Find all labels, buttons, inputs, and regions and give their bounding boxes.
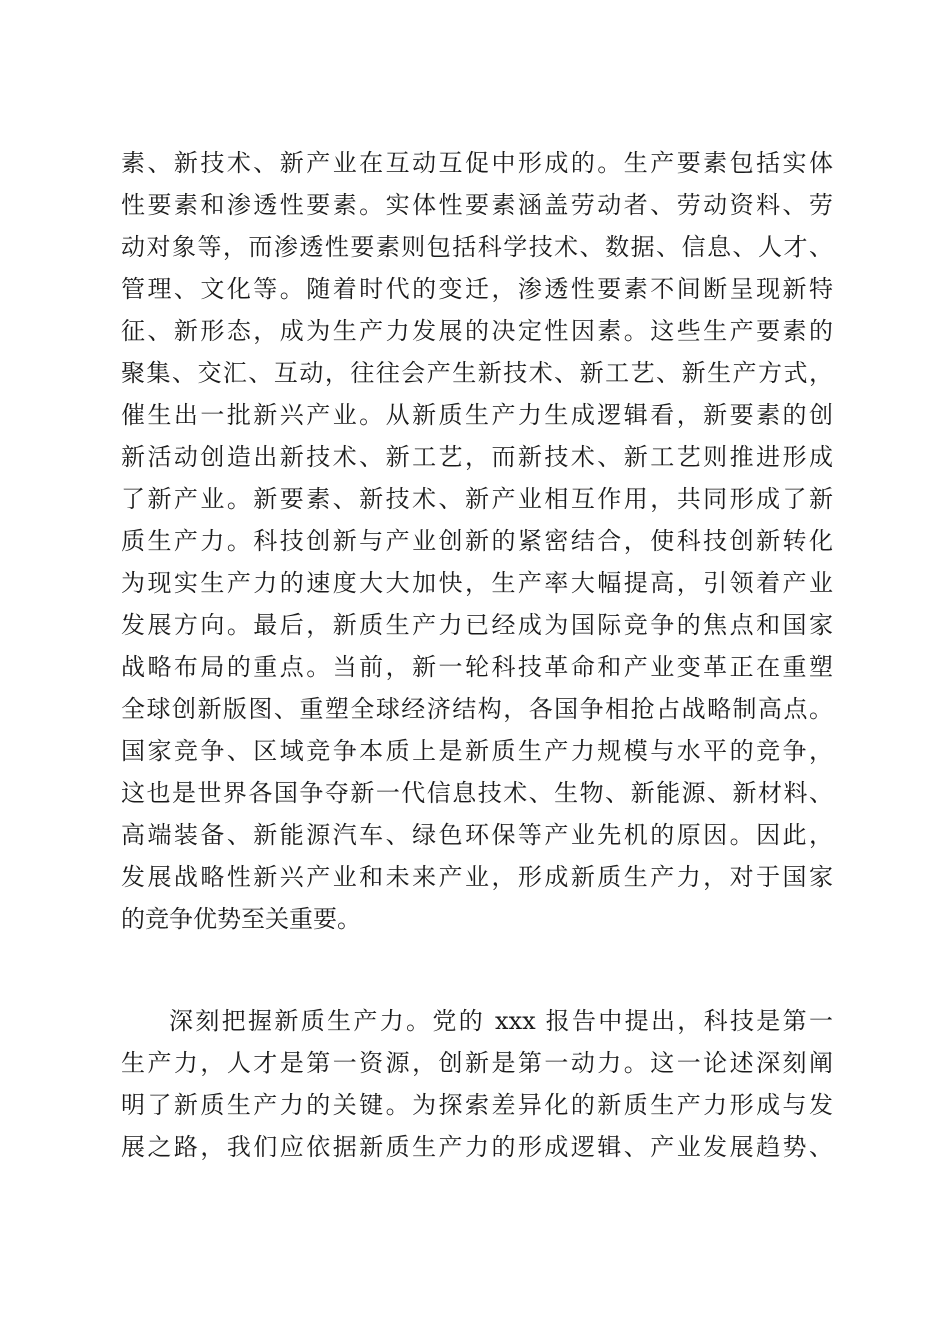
- text-line: 新活动创造出新技术、新工艺，而新技术、新工艺则推进形成: [121, 443, 833, 471]
- text-line: 为现实生产力的速度大大加快，生产率大幅提高，引领着产业: [121, 569, 833, 597]
- text-line: 管理、文化等。随着时代的变迁，渗透性要素不间断呈现新特: [121, 275, 833, 303]
- text-line: 生产力，人才是第一资源，创新是第一动力。这一论述深刻阐: [121, 1049, 833, 1077]
- text-line: 素、新技术、新产业在互动互促中形成的。生产要素包括实体: [121, 149, 833, 177]
- text-line: 发展方向。最后，新质生产力已经成为国际竞争的焦点和国家: [121, 611, 833, 639]
- text-line: 了新产业。新要素、新技术、新产业相互作用，共同形成了新: [121, 485, 833, 513]
- text-line: 的竞争优势至关重要。: [121, 905, 361, 933]
- paragraph-1: [121, 142, 833, 940]
- text-line: 征、新形态，成为生产力发展的决定性因素。这些生产要素的: [121, 317, 833, 345]
- text-line: 全球创新版图、重塑全球经济结构，各国争相抢占战略制高点。: [121, 695, 833, 723]
- paragraph-2: [121, 1000, 833, 1168]
- text-line: 明了新质生产力的关键。为探索差异化的新质生产力形成与发: [121, 1091, 833, 1119]
- text-line: 催生出一批新兴产业。从新质生产力生成逻辑看，新要素的创: [121, 401, 833, 429]
- text-line: 国家竞争、区域竞争本质上是新质生产力规模与水平的竞争，: [121, 737, 833, 765]
- text-line: 高端装备、新能源汽车、绿色环保等产业先机的原因。因此，: [121, 821, 833, 849]
- text-line: 性要素和渗透性要素。实体性要素涵盖劳动者、劳动资料、劳: [121, 191, 833, 219]
- text-line: 战略布局的重点。当前，新一轮科技革命和产业变革正在重塑: [121, 653, 833, 681]
- text-line: 深刻把握新质生产力。党的 xxx 报告中提出，科技是第一: [169, 1007, 833, 1035]
- text-line: 这也是世界各国争夺新一代信息技术、生物、新能源、新材料、: [121, 779, 833, 807]
- text-line: 聚集、交汇、互动，往往会产生新技术、新工艺、新生产方式，: [121, 359, 833, 387]
- text-line: 动对象等，而渗透性要素则包括科学技术、数据、信息、人才、: [121, 233, 833, 261]
- text-line: 展之路，我们应依据新质生产力的形成逻辑、产业发展趋势、: [121, 1133, 833, 1161]
- text-line: 质生产力。科技创新与产业创新的紧密结合，使科技创新转化: [121, 527, 833, 555]
- text-line: 发展战略性新兴产业和未来产业，形成新质生产力，对于国家: [121, 863, 833, 891]
